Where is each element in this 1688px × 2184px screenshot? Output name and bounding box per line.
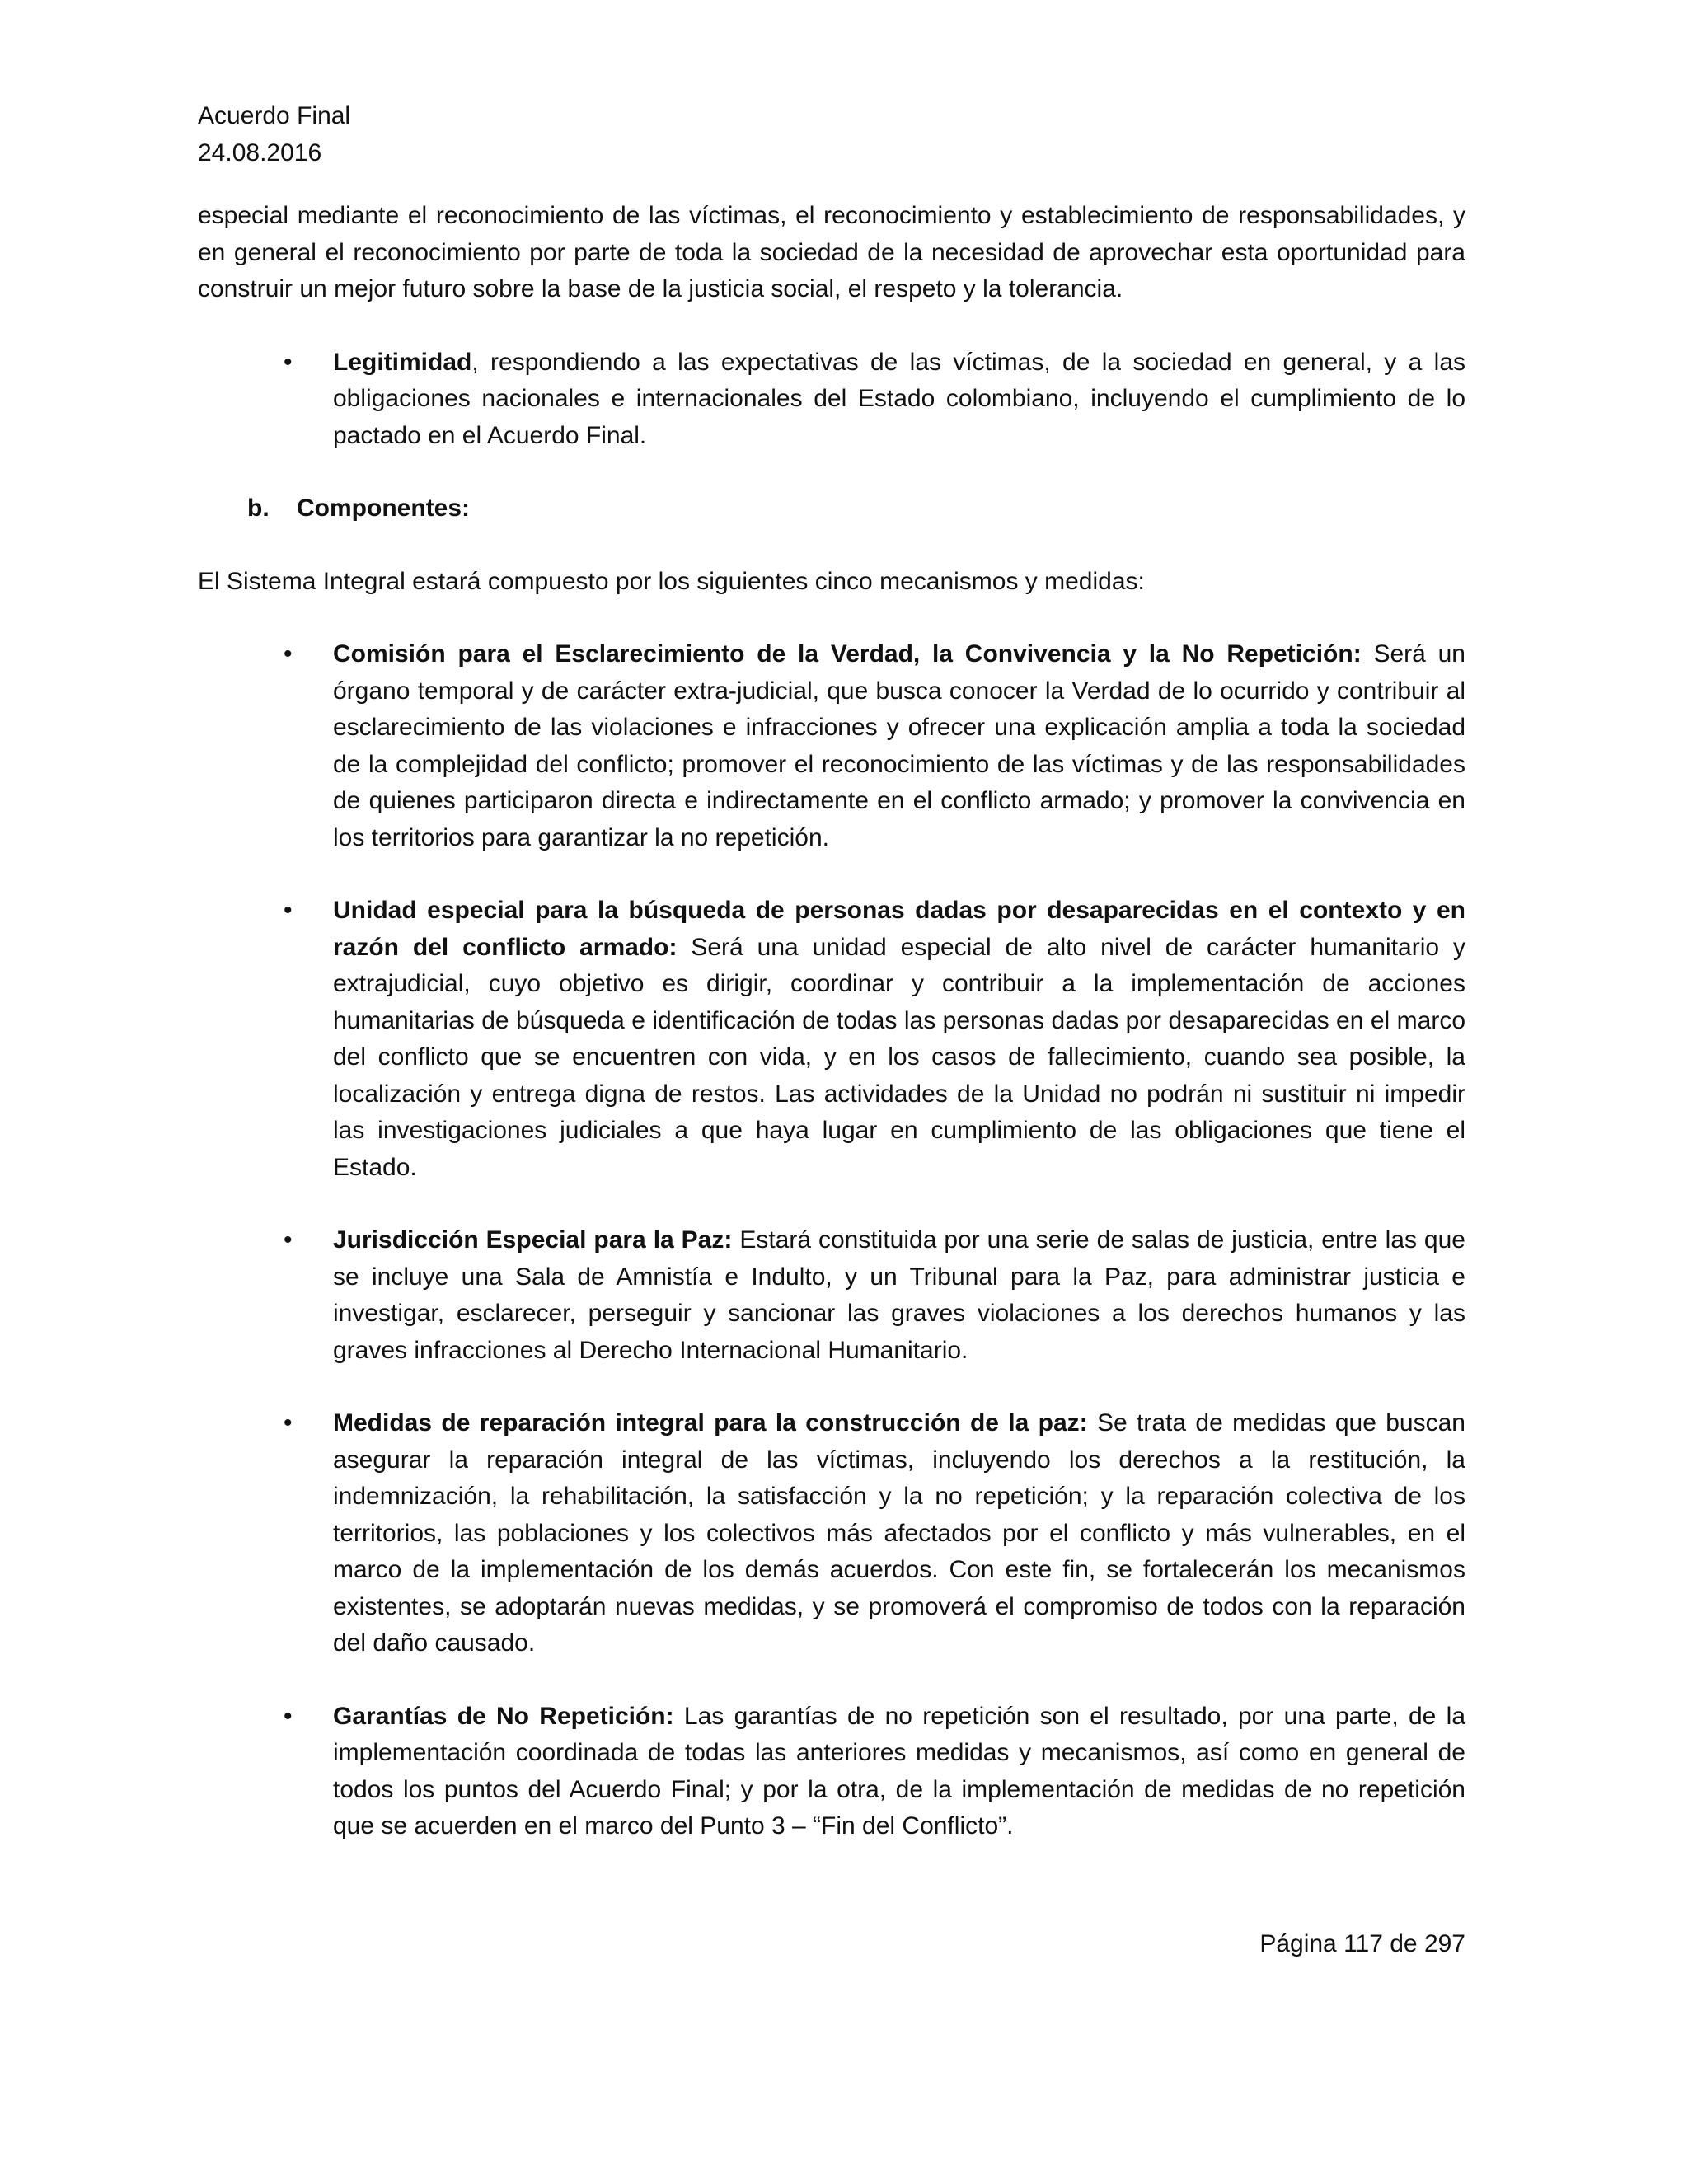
intro-paragraph: El Sistema Integral estará compuesto por los siguientes cinco mecanismos y medidas: <box>198 567 1145 595</box>
bullet-marker: • <box>284 897 293 924</box>
bullet-marker: • <box>284 1702 293 1730</box>
page-body <box>198 198 1465 1845</box>
section-letter: b. <box>247 494 270 522</box>
continuation-paragraph: especial mediante el reconocimiento de las víctimas, el reconocimiento y establecimiento de responsabilidades, y en general el reconocimiento por parte de toda la sociedad de la necesidad de aprovechar esta oportunidad para construir un mejor futuro sobre la base de la justicia social, el respeto y la tolerancia. <box>198 202 1465 302</box>
bullet-text: Las garantías de no repetición son el resultado, por una parte, de la implementación coordinada de todas las anteriores medidas y mecanismos, así como en general de todos los puntos del Acuerdo Final; y por la otra, de la implementación de medidas de no repetición que se acuerden en el marco del Punto 3 – “Fin del Conflicto”. <box>333 1702 1466 1840</box>
bullet-unidad-busqueda <box>284 893 1465 1186</box>
bullet-marker: • <box>284 348 293 376</box>
bullet-comision-verdad <box>284 636 1465 856</box>
document-title: Acuerdo Final <box>198 102 351 129</box>
bullet-term: Medidas de reparación integral para la construcción de la paz: <box>333 1409 1088 1436</box>
bullet-legitimidad <box>284 344 1465 455</box>
bullet-marker: • <box>284 1409 293 1436</box>
page-number: Página 117 de 297 <box>1259 1930 1465 1957</box>
bullet-marker: • <box>284 1226 293 1254</box>
bullet-text: , respondiendo a las expectativas de las víctimas, de la sociedad en general, y a las obligaciones nacionales e internacionales del Estado colombiano, incluyendo el cumplimiento de lo pactado en el Acuerdo Final. <box>333 348 1465 449</box>
bullet-term: Unidad especial para la búsqueda de personas dadas por desaparecidas en el contexto y en razón del conflicto armado: <box>333 897 1465 961</box>
bullet-medidas-reparacion <box>284 1405 1465 1662</box>
bullet-term: Garantías de No Repetición: <box>333 1702 674 1730</box>
bullet-jurisdiccion-paz <box>284 1222 1465 1369</box>
bullet-term: Jurisdicción Especial para la Paz: <box>333 1226 733 1254</box>
section-title: Componentes: <box>297 494 470 522</box>
bullet-marker: • <box>284 640 293 668</box>
bullet-term: Legitimidad <box>333 348 472 376</box>
section-heading-b <box>247 490 1465 527</box>
bullet-text: Se trata de medidas que buscan asegurar la reparación integral de las víctimas, incluyendo los derechos a la restitución, la indemnización, la rehabilitación, la satisfacción y la no repetición; y la reparación colectiva de los territorios, las poblaciones y los colectivos más afectados por el conflicto y más vulnerables, en el marco de la implementación de los demás acuerdos. Con este fin, se fortalecerán los mecanismos existentes, se adoptarán nuevas medidas, y se promoverá el compromiso de todos con la reparación del daño causado. <box>333 1409 1465 1657</box>
bullet-text: Será un órgano temporal y de carácter extra-judicial, que busca conocer la Verdad de lo ocurrido y contribuir al esclarecimiento de las violaciones e infracciones y ofrecer una explicación amplia a toda la sociedad de la complejidad del conflicto; promover el reconocimiento de las víctimas y de las responsabilidades de quienes participaron directa e indirectamente en el conflicto armado; y promover la convivencia en los territorios para garantizar la no repetición. <box>333 640 1465 851</box>
document-date: 24.08.2016 <box>198 139 322 166</box>
document-header <box>198 97 350 171</box>
bullet-text: Estará constituida por una serie de salas de justicia, entre las que se incluye una Sala de Amnistía e Indulto, y un Tribunal para la Paz, para administrar justicia e investigar, esclarecer, perseguir y sancionar las graves violaciones a los derechos humanos y las graves infracciones al Derecho Internacional Humanitario. <box>333 1226 1465 1364</box>
bullet-term: Comisión para el Esclarecimiento de la Verdad, la Convivencia y la No Repetición: <box>333 640 1362 668</box>
bullet-text: Será una unidad especial de alto nivel de carácter humanitario y extrajudicial, cuyo objetivo es dirigir, coordinar y contribuir a la implementación de acciones humanitarias de búsqueda e identificación de todas las personas dadas por desaparecidas en el marco del conflicto que se encuentren con vida, y en los casos de fallecimiento, cuando sea posible, la localización y entrega digna de restos. Las actividades de la Unidad no podrán ni sustituir ni impedir las investigaciones judiciales a que haya lugar en cumplimiento de las obligaciones que tiene el Estado. <box>333 933 1465 1181</box>
bullet-garantias-no-repeticion <box>284 1699 1466 1845</box>
